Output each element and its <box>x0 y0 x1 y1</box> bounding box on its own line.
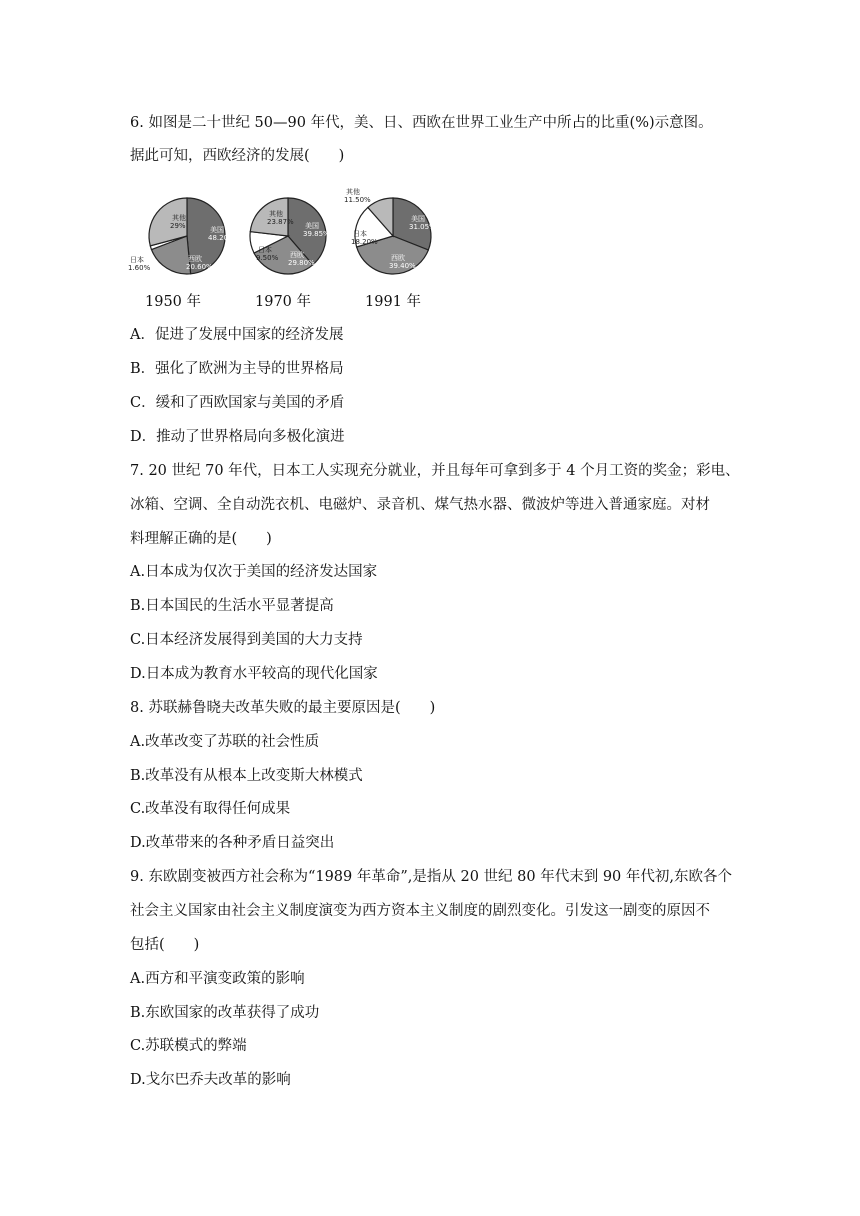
pie-label-西欧: 西欧 <box>188 255 202 263</box>
pie-chart-1991 <box>344 187 436 274</box>
question-8-option-b: B.改革没有从根本上改变斯大林模式 <box>130 768 363 784</box>
pie-label-美国: 美国 <box>411 215 425 223</box>
year-label-1970: 1970 年 <box>255 294 312 310</box>
pie-chart-1970 <box>250 198 330 274</box>
pie-label-西欧: 西欧 <box>391 254 405 262</box>
question-7-line-1: 7. 20 世纪 70 年代，日本工人实现充分就业，并且每年可拿到多于 4 个月工资的奖金；彩电、 <box>130 463 740 479</box>
pie-value-美国: 39.85% <box>303 230 330 238</box>
question-7-option-d: D.日本成为教育水平较高的现代化国家 <box>130 666 378 682</box>
pie-label-其他: 其他 <box>172 214 186 222</box>
question-6-option-d: D．推动了世界格局向多极化演进 <box>130 429 345 445</box>
pie-label-美国: 美国 <box>210 226 224 234</box>
question-9-line-1: 9. 东欧剧变被西方社会称为“1989 年革命”,是指从 20 世纪 80 年代末到 90 年代初,东欧各个 <box>130 869 733 885</box>
pie-label-日本: 日本 <box>130 256 144 264</box>
question-8-option-a: A.改革改变了苏联的社会性质 <box>130 734 320 750</box>
pie-label-日本: 日本 <box>353 230 367 238</box>
question-6-option-c: C．缓和了西欧国家与美国的矛盾 <box>130 395 345 411</box>
question-9-line-2: 社会主义国家由社会主义制度演变为西方资本主义制度的剧烈变化。引发这一剧变的原因不 <box>130 903 710 919</box>
question-8-option-d: D.改革带来的各种矛盾日益突出 <box>130 835 335 851</box>
pie-value-西欧: 20.60% <box>186 263 213 271</box>
pie-charts <box>128 176 438 294</box>
question-7-option-a: A.日本成为仅次于美国的经济发达国家 <box>130 564 378 580</box>
question-6-line-2: 据此可知，西欧经济的发展( ) <box>130 148 345 164</box>
pie-label-其他: 其他 <box>346 188 360 196</box>
pie-value-其他: 23.87% <box>267 218 294 226</box>
pie-value-美国: 31.05% <box>409 223 436 231</box>
pie-value-美国: 48.20% <box>208 234 235 242</box>
question-7-option-b: B.日本国民的生活水平显著提高 <box>130 598 334 614</box>
question-7-line-3: 料理解正确的是( ) <box>130 531 272 547</box>
pie-label-美国: 美国 <box>305 222 319 230</box>
year-label-1991: 1991 年 <box>365 294 422 310</box>
question-7-line-2: 冰箱、空调、全自动洗衣机、电磁炉、录音机、煤气热水器、微波炉等进入普通家庭。对材 <box>130 497 710 513</box>
pie-value-西欧: 29.80% <box>288 259 315 267</box>
question-8-line-1: 8. 苏联赫鲁晓夫改革失败的最主要原因是( ) <box>130 700 436 716</box>
question-6-option-b: B．强化了欧洲为主导的世界格局 <box>130 361 344 377</box>
pie-value-日本: 1.60% <box>128 264 151 272</box>
question-6-option-a: A．促进了发展中国家的经济发展 <box>130 327 344 343</box>
question-9-option-a: A.西方和平演变政策的影响 <box>130 971 305 987</box>
pie-label-日本: 日本 <box>258 246 272 254</box>
question-9-line-3: 包括( ) <box>130 937 200 953</box>
pie-chart-1950 <box>128 198 235 274</box>
question-6-line-1: 6. 如图是二十世纪 50—90 年代，美、日、西欧在世界工业生产中所占的比重(%)示意图。 <box>130 115 713 131</box>
pie-label-西欧: 西欧 <box>290 251 304 259</box>
question-9-option-b: B.东欧国家的改革获得了成功 <box>130 1005 320 1021</box>
pie-value-日本: 18.20% <box>351 238 378 246</box>
year-label-1950: 1950 年 <box>145 294 202 310</box>
pie-value-其他: 29% <box>170 222 186 230</box>
pie-value-其他: 11.50% <box>344 196 371 204</box>
pie-value-西欧: 39.40% <box>389 262 416 270</box>
question-9-option-d: D.戈尔巴乔夫改革的影响 <box>130 1072 291 1088</box>
question-7-option-c: C.日本经济发展得到美国的大力支持 <box>130 632 363 648</box>
pie-label-其他: 其他 <box>269 210 283 218</box>
question-8-option-c: C.改革没有取得任何成果 <box>130 801 291 817</box>
question-9-option-c: C.苏联模式的弊端 <box>130 1038 247 1054</box>
pie-value-日本: 9.50% <box>256 254 279 262</box>
